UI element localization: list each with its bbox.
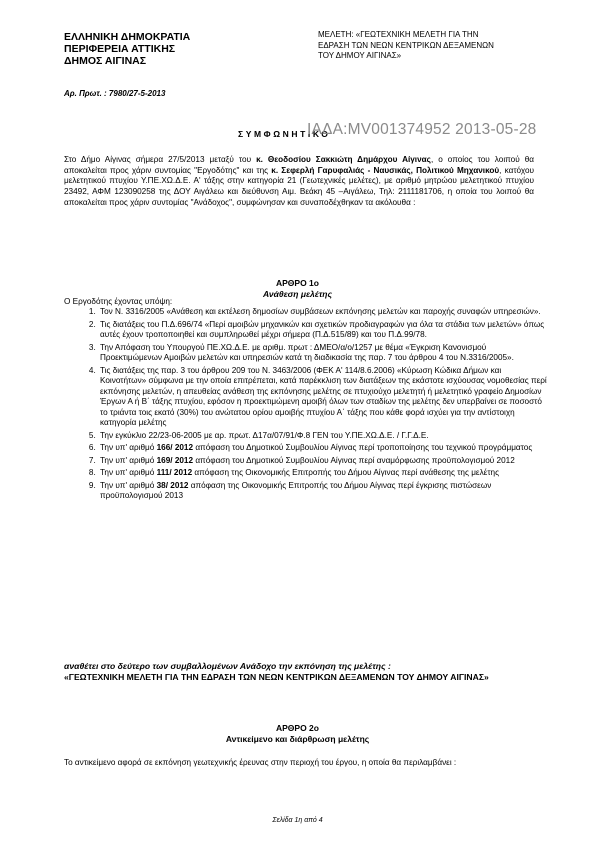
considerations-list	[80, 307, 548, 504]
list-item-text: Την εγκύκλιο 22/23-06-2005 με αρ. πρωτ. Δ17α/07/91/Φ.8 ΓΕΝ του Υ.ΠΕ.ΧΩ.Δ.Ε. / Γ.Γ.Δ.Ε.	[100, 430, 429, 440]
list-item	[98, 481, 548, 502]
article-1-subtitle: Ανάθεση μελέτης	[262, 288, 333, 299]
article-2-heading-block	[0, 723, 595, 744]
intro-text: Στο Δήμο Αίγινας σήμερα 27/5/2013 μεταξύ του	[64, 155, 257, 164]
contractor-name: κ. Σεφερλή Γαρυφαλιάς - Ναυσικάς, Πολιτικού Μηχανικού	[271, 165, 500, 175]
issuer-line: ΠΕΡΙΦΕΡΕΙΑ ΑΤΤΙΚΗΣ	[64, 43, 176, 55]
decision-number: 169/ 2012	[156, 455, 194, 465]
employer-intro: Ο Εργοδότης έχοντας υπόψη:	[64, 297, 173, 306]
mayor-name: κ. Θεοδοσίου Σακκιώτη Δημάρχου Αίγινας	[256, 155, 431, 164]
list-item-text: Την Απόφαση του Υπουργού ΠΕ.ΧΩ.Δ.Ε. με αριθμ. πρωτ : ΔΜΕΟ/α/ο/1257 με θέμα «Έγκριση Κανονισμού Προεκτιμώμενων Αμοιβών μελετών και υπηρεσιών κατά τη διαδικασία της παρ. 7 του άρθρου 4 του Ν.3316/2005».	[100, 342, 514, 362]
list-item	[98, 343, 548, 364]
list-item-text: Την υπ' αριθμό	[100, 455, 157, 465]
list-item-text: Τις διατάξεις του Π.Δ.696/74 «Περί αμοιβών μηχανικών και σχετικών προδιαγραφών για όλα τα στάδια των μελετών» όπως αυτές έχουν τροποποιηθεί και συμπληρωθεί μέχρι σήμερα (Π.Δ.515/89) και του Π.Δ.99/78.	[100, 319, 545, 339]
decision-number: 166/ 2012	[156, 443, 194, 452]
list-item-text: απόφαση της Οικονομικής Επιτροπής του Δήμου Αίγινας περί ανάθεσης της μελέτης	[192, 468, 500, 477]
decision-number: 111/ 2012	[156, 468, 193, 477]
intro-text: , κατόχου μελετητικού πτυχίου Υ.ΠΕ.ΧΩ.Δ.Ε. Α' τάξης στην κατηγορία 21 (Γεωτεχνικές μελέτες), με αριθμό μητρώου μελετητικού πτυχίου 23492, ΑΦΜ 123090258 της ΔΟΥ Αιγάλεω και διεύθυνση Αιμ. Βεάκη 45 –Αιγάλεω, Τηλ: 2111181706, η οποία του λοιπού θα αποκαλείται προς χάριν συντομίας "Ανάδοχος", συμφώνησαν και συναποδέχθηκαν τα ακόλουθα :	[64, 165, 535, 207]
study-title-line: ΕΔΡΑΣΗ ΤΩΝ ΝΕΩΝ ΚΕΝΤΡΙΚΩΝ ΔΕΞΑΜΕΝΩΝ	[318, 40, 494, 50]
study-title-line: ΤΟΥ ΔΗΜΟΥ ΑΙΓΙΝΑΣ»	[318, 51, 402, 60]
article-2-body: Το αντικείμενο αφορά σε εκπόνηση γεωτεχνικής έρευνας στην περιοχή του έργου, η οποία θα περιλαμβάνει :	[64, 758, 457, 767]
article-2-heading: ΑΡΘΡΟ 2ο	[276, 723, 319, 733]
issuer-line: ΕΛΛΗΝΙΚΗ ΔΗΜΟΚΡΑΤΙΑ	[64, 31, 191, 43]
list-item-text: απόφαση της Οικονομικής Επιτροπής του Δήμου Αίγινας περί έγκρισης πιστώσεων προϋπολογισμού 2013	[100, 480, 492, 500]
list-item	[98, 468, 548, 479]
document-title: ΣΥΜΦΩΝΗΤΙΚΟ	[238, 129, 331, 139]
list-item-text: απόφαση του Δημοτικού Συμβουλίου Αίγινας περί τροποποίησης του τεχνικού προγράμματος	[193, 443, 533, 452]
decision-number: 38/ 2012	[156, 480, 189, 490]
list-item	[98, 443, 548, 454]
list-item-text: Την υπ' αριθμό	[100, 468, 157, 477]
article-1-heading: ΑΡΘΡΟ 1ο	[276, 278, 319, 288]
study-title-block	[318, 30, 568, 62]
list-item	[98, 456, 548, 467]
list-item	[98, 307, 548, 318]
assignment-block	[64, 661, 534, 683]
page-footer: Σελίδα 1η από 4	[272, 817, 323, 824]
protocol-number: Αρ. Πρωτ. : 7980/27-5-2013	[64, 89, 166, 98]
list-item-text: Τον Ν. 3316/2005 «Ανάθεση και εκτέλεση δημοσίων συμβάσεων εκπόνησης μελετών και παροχής συναφών υπηρεσιών».	[100, 307, 541, 316]
list-item-text: Τις διατάξεις της παρ. 3 του άρθρου 209 του Ν. 3463/2006 (ΦΕΚ Α' 114/8.6.2006) «Κύρωση Κώδικα Δήμων και Κοινοτήτων» σύμφωνα με την οποία επιτρέπεται, κατά παρέκκλιση των διατάξεων της εκάστοτε ισχύουσας νομοθεσίας περί εκπόνησης μελετών, η απευθείας ανάθεση της εκπόνησης μελέτης σε πτυχιούχο μελετητή ή μελετητικό γραφείο Δημοσίων Έργων Α ή Β΄ τάξης πτυχίου, εφόσον η προεκτιμώμενη αμοιβή όλων των σταδίων της μελέτης δεν υπερβαίνει σε ποσοστό το τριάντα τοις εκατό (30%) του ανώτατου ορίου αμοιβής πτυχίου Α΄ τάξης που κάθε φορά ισχύει για την αντίστοιχη κατηγορία μελέτης	[100, 365, 547, 427]
intro-text: , ο οποίος του λοιπού θα αποκαλείται προς χάριν συντομίας "Εργοδότης" και της	[64, 155, 534, 175]
list-item	[98, 431, 548, 442]
study-title-line: ΜΕΛΕΤΗ: «ΓΕΩΤΕΧΝΙΚΗ ΜΕΛΕΤΗ ΓΙΑ ΤΗΝ	[318, 30, 479, 39]
assignment-study-title: «ΓΕΩΤΕΧΝΙΚΗ ΜΕΛΕΤΗ ΓΙΑ ΤΗΝ ΕΔΡΑΣΗ ΤΩΝ ΝΕΩΝ ΚΕΝΤΡΙΚΩΝ ΔΕΞΑΜΕΝΩΝ ΤΟΥ ΔΗΜΟΥ ΑΙΓΙΝΑΣ»	[64, 672, 489, 682]
list-item	[98, 320, 548, 341]
article-1-heading-block	[0, 278, 595, 299]
list-item-text: Την υπ' αριθμό	[100, 443, 157, 452]
intro-paragraph	[64, 155, 534, 209]
assignment-statement: αναθέτει στο δεύτερο των συμβαλλομένων Ανάδοχο την εκπόνηση της μελέτης :	[64, 661, 391, 671]
issuer-block	[64, 31, 190, 67]
watermark-stamp: ΙΑΔΑ:ΜV001374952 2013-05-28	[307, 121, 537, 138]
article-2-subtitle: Αντικείμενο και διάρθρωση μελέτης	[225, 733, 370, 744]
issuer-line: ΔΗΜΟΣ ΑΙΓΙΝΑΣ	[64, 55, 147, 67]
list-item-text: απόφαση του Δημοτικού Συμβουλίου Αίγινας περί αναμόρφωσης προϋπολογισμού 2012	[193, 455, 515, 465]
list-item	[98, 366, 548, 429]
list-item-text: Την υπ' αριθμό	[100, 480, 157, 490]
